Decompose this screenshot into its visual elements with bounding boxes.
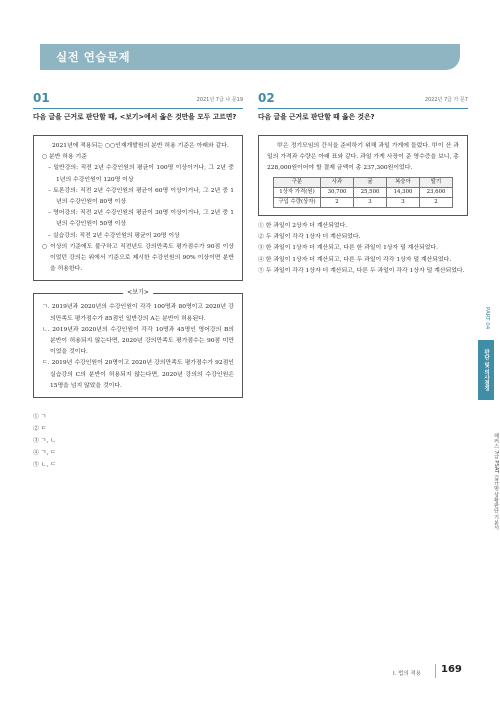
bogi-label: <보기> bbox=[123, 289, 153, 297]
question-1-prompt: 다음 글을 근거로 판단할 때, <보기>에서 옳은 것만을 모두 고르면? bbox=[33, 113, 237, 121]
table-cell: 23,600 bbox=[420, 187, 453, 197]
table-cell: 30,700 bbox=[321, 187, 354, 197]
choice-item[interactable]: ① ㄱ bbox=[33, 414, 47, 421]
table-cell: 3 bbox=[354, 197, 387, 207]
choice-item[interactable]: ④ ㄱ, ㄷ bbox=[33, 450, 56, 457]
question-1-divider bbox=[33, 108, 243, 109]
bogi-item: ㄴ. 2019년과 2020년의 수강인원이 각각 10명과 45명인 영어강의 B의 분반이 허용되지 않는다면, 2020년 강의만족도 평가점수는 90점 미만이었을 것이다. bbox=[42, 326, 234, 356]
footer-divider bbox=[435, 664, 436, 678]
choice-item[interactable]: ② 두 과일이 각각 1상자 더 계산되었다. bbox=[258, 234, 361, 241]
question-2-passage bbox=[258, 135, 468, 216]
table-cell: 3 bbox=[387, 197, 420, 207]
footer-chapter: Ⅰ. 법의 적용 bbox=[393, 671, 422, 677]
table-cell: 2 bbox=[321, 197, 354, 207]
choice-item[interactable]: ② ㄷ bbox=[33, 426, 47, 433]
question-2-header bbox=[258, 93, 468, 107]
bogi-item: ㄱ. 2019년과 2020년의 수강인원이 각각 100명과 80명이고 2020년 강의만족도 평가점수가 85점인 일반강의 A는 분반이 허용된다. bbox=[42, 304, 234, 322]
question-1-number: 01 bbox=[33, 91, 50, 105]
table-header-cell: 사과 bbox=[321, 177, 354, 187]
table-row bbox=[274, 197, 453, 207]
question-2-divider bbox=[258, 108, 468, 109]
question-2-choices bbox=[258, 221, 468, 278]
side-section-tab: 판단 및 의사결정 bbox=[478, 340, 494, 400]
table-cell: 14,300 bbox=[387, 187, 420, 197]
choice-item[interactable]: ⑤ 두 과일이 각각 1상자 더 계산되고, 다른 두 과일이 각각 1상자 덜 계산되었다. bbox=[258, 268, 465, 275]
choice-item[interactable]: ④ 한 과일이 1상자 더 계산되고, 다른 두 과일이 각각 1상자 덜 계산되었다. bbox=[258, 256, 452, 263]
question-1-header bbox=[33, 93, 243, 107]
passage-line: ○ 분반 허용 기준 bbox=[42, 154, 87, 161]
question-1 bbox=[33, 93, 243, 471]
table-cell: 2 bbox=[420, 197, 453, 207]
table-cell: 25,500 bbox=[354, 187, 387, 197]
passage-line: – 토론강의: 직전 2년 수강인원의 평균이 60명 이상이거나, 그 2년 중 1년의 수강인원이 80명 이상 bbox=[48, 187, 234, 206]
choice-item[interactable]: ① 한 과일이 2상자 더 계산되었다. bbox=[258, 222, 348, 229]
choice-item[interactable]: ⑤ ㄴ, ㄷ bbox=[33, 462, 56, 469]
passage-line: 2021년에 적용되는 ○○인재개발원의 분반 허용 기준은 아래와 같다. bbox=[52, 143, 229, 149]
side-part-label: PART 04 bbox=[484, 306, 490, 330]
table-header-row bbox=[274, 177, 453, 187]
passage-line: – 실습강의: 직전 2년 수강인원의 평균이 20명 이상 bbox=[48, 232, 180, 239]
choice-item[interactable]: ③ 한 과일이 1상자 더 계산되고, 다른 한 과일이 1상자 덜 계산되었다. bbox=[258, 245, 438, 252]
table-header-cell: 복숭아 bbox=[387, 177, 420, 187]
table-cell: 1상자 가격(원) bbox=[274, 187, 321, 197]
choice-item[interactable]: ③ ㄱ, ㄴ bbox=[33, 438, 56, 445]
question-2-source: 2022년 7급 가 문7 bbox=[424, 97, 468, 103]
passage-line: – 일반강의: 직전 2년 수강인원의 평균이 100명 이상이거나, 그 2년 중 1년의 수강인원이 120명 이상 bbox=[48, 165, 234, 183]
table-header-cell: 구분 bbox=[274, 177, 321, 187]
bogi-item: ㄷ. 2019년 수강인원이 20명이고 2020년 강의만족도 평가점수가 92점인 실습강의 C의 분반이 허용되지 않는다면, 2020년 강의의 수강인원은 15명을 넘지 않았을 것이다. bbox=[42, 360, 234, 389]
table-row bbox=[274, 187, 453, 197]
section-banner bbox=[40, 44, 460, 70]
table-cell: 구입 수량(상자) bbox=[274, 197, 321, 207]
question-2 bbox=[258, 93, 468, 278]
table-header-cell: 귤 bbox=[354, 177, 387, 187]
question-1-bogi bbox=[33, 289, 243, 398]
question-1-source: 2021년 7급 나 문19 bbox=[196, 97, 243, 103]
question-1-choices bbox=[33, 411, 243, 471]
passage-line: – 영어강의: 직전 2년 수강인원의 평균이 30명 이상이거나, 그 2년 중 1년의 수강인원이 50명 이상 bbox=[48, 210, 234, 228]
question-2-prompt: 다음 글을 근거로 판단할 때 옳은 것은? bbox=[258, 113, 375, 121]
page-number: 169 bbox=[441, 664, 462, 675]
passage-line: ○ 이상의 기준에도 불구하고 직전년도 강의만족도 평가점수가 90점 이상이었던 강의는 위에서 기준으로 제시한 수강인원의 90% 이상이면 분반을 허용한다. bbox=[42, 243, 234, 273]
question-2-number: 02 bbox=[258, 91, 275, 105]
table-header-cell: 딸기 bbox=[420, 177, 453, 187]
side-book-title: 해커스 7급 PSAT 길규범 상황판단 기본서 bbox=[493, 433, 499, 531]
section-title: 실전 연습문제 bbox=[56, 50, 131, 64]
passage-text: 甲은 정기모임의 간식을 준비하기 위해 과일 가게에 들렀다. 甲이 산 과일의 가격과 수량은 아래 표와 같다. 과일 가게 사장이 준 영수증을 보니, 총 228,000원이어야 할 결제 금액이 총 237,300원이었다. bbox=[267, 143, 459, 172]
question-1-passage bbox=[33, 135, 243, 281]
price-table bbox=[273, 177, 453, 208]
